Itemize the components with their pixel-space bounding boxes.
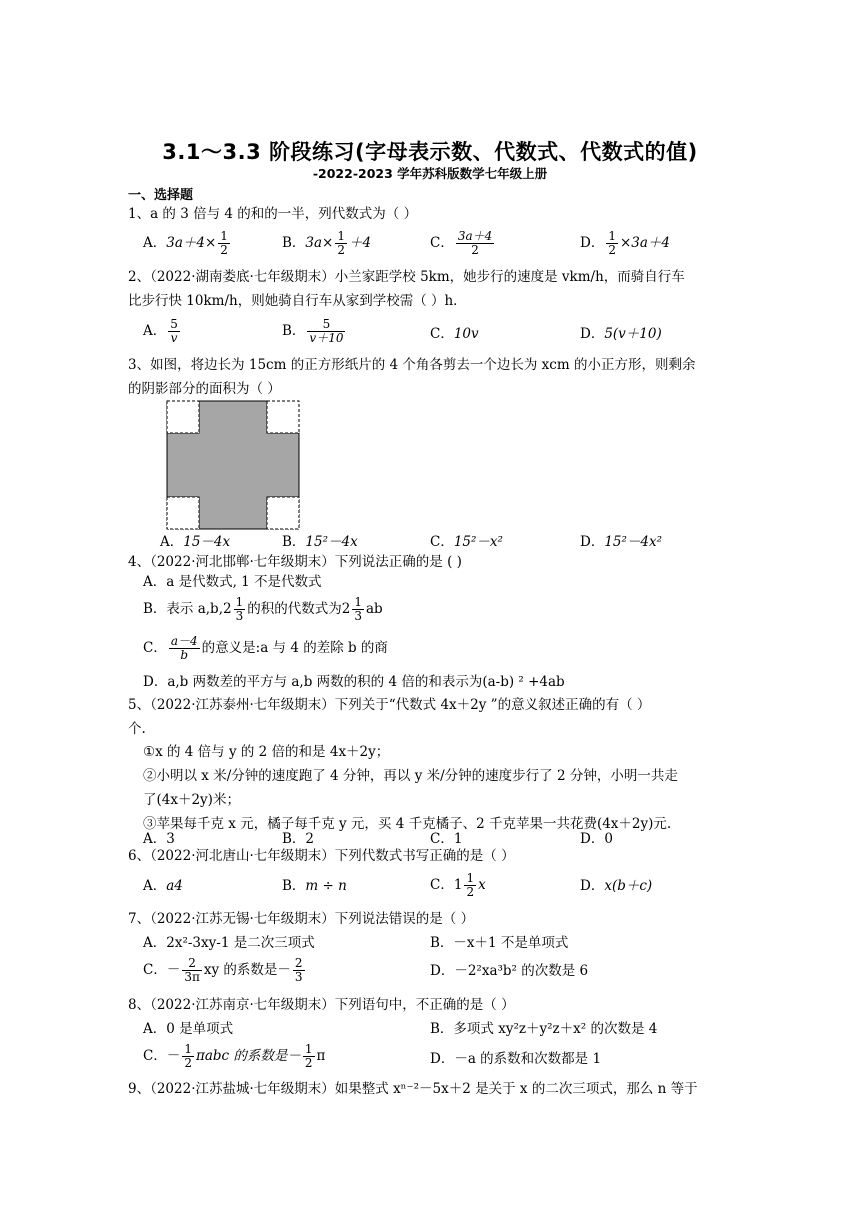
q3-stem-line2: 的阴影部分的面积为（ ） [128,381,281,397]
q8-option-b: B．多项式 xy²z＋y²z＋x² 的次数是 4 [430,1021,658,1037]
q5-stem-line2: 个. [128,721,146,737]
q7-option-b: B．－x＋1 不是单项式 [430,935,569,951]
fraction: $\frac{2}{3}$ [294,956,303,984]
q7-option-d: D．－2²xa³b² 的次数是 6 [430,963,589,979]
q1-option-b: B．3a× $\frac{1}{2}$ ＋4 [282,229,372,257]
q2-stem-line2: 比步行快 10km/h，则她骑自行车从家到学校需（ ）h． [128,293,467,309]
q5-statement-2a: ②小明以 x 米/分钟的速度跑了 4 分钟，再以 y 米/分钟的速度步行了 2 分钟，小明一共走 [143,768,678,784]
q3-option-b: B．15²－4x [282,534,358,550]
q6-option-c: C．1 $\frac{1}{2}$ x [430,871,486,899]
q9-stem: 9、（2022·江苏盐城·七年级期末）如果整式 xⁿ⁻²－5x＋2 是关于 x 的二次三项式，那么 n 等于 [128,1081,698,1097]
q4-stem: 4、（2022·河北邯郸·七年级期末）下列说法正确的是 ( ) [128,554,462,570]
fraction: $\frac{a-4}{b}$ [170,634,198,662]
fraction: $\frac{1}{2}$ [337,229,346,257]
cut-corner-square [267,497,299,529]
q5-option-c: C．1 [430,831,463,847]
q8-option-c: C．－ $\frac{1}{2}$ πabc 的系数是－ $\frac{1}{2}$ π [143,1042,326,1070]
q2-option-b: B． $\frac{5}{v+10}$ [282,317,344,345]
q5-option-a: A．3 [143,831,175,847]
fraction: $\frac{5}{v}$ [170,317,178,345]
q2-option-c: C．10v [430,326,479,342]
fraction: $\frac{1}{3}$ [354,595,362,623]
q1-option-c: C． $\frac{3a+4}{2}$ [430,229,493,257]
q7-stem: 7、（2022·江苏无锡·七年级期末）下列说法错误的是（ ） [128,911,475,927]
q4-option-b: B．表示 a,b,2 $\frac{1}{3}$ 的积的代数式为2 $\frac{1}{3}$ ab [143,595,383,623]
fraction: $\frac{3a+4}{2}$ [457,229,493,257]
cut-corner-square [267,401,299,433]
q2-option-d: D．5(v＋10) [580,326,662,342]
q4-option-d: D．a,b 两数差的平方与 a,b 两数的积的 4 倍的和表示为(a-b) ² +4ab [143,674,565,690]
q5-statement-3: ③苹果每千克 x 元，橘子每千克 y 元，买 4 千克橘子、2 千克苹果一共花费(4x＋2y)元. [143,816,672,832]
q8-stem: 8、（2022·江苏南京·七年级期末）下列语句中，不正确的是（ ） [128,997,515,1013]
cut-corner-square [167,497,199,529]
q5-statement-1: ①x 的 4 倍与 y 的 2 倍的和是 4x＋2y； [143,744,390,760]
q6-option-a: A．a4 [143,878,183,894]
q6-option-d: D．x(b＋c) [580,878,653,894]
q4-option-a: A．a 是代数式, 1 不是代数式 [143,574,322,590]
fraction: $\frac{1}{2}$ [608,229,616,257]
fraction: $\frac{1}{2}$ [466,871,475,899]
fraction: $\frac{2}{3\pi}$ [184,956,200,984]
q3-option-c: C．15²－x² [430,534,503,550]
q2-stem-line1: 2、（2022·湖南娄底·七年级期末）小兰家距学校 5km，她步行的速度是 vkm/h，而骑自行车 [128,269,685,285]
q8-option-d: D．－a 的系数和次数都是 1 [430,1051,602,1067]
q5-option-b: B．2 [282,831,315,847]
q2-option-a: A． $\frac{5}{v}$ [143,317,178,345]
q7-option-c: C．－ $\frac{2}{3\pi}$ xy 的系数是－ $\frac{2}{3}$ [143,956,303,984]
q3-option-a: A．15－4x [160,534,231,550]
q1-stem: 1、a 的 3 倍与 4 的和的一半，列代数式为（ ） [128,206,418,222]
fraction: $\frac{1}{2}$ [184,1042,192,1070]
fraction: $\frac{1}{3}$ [235,595,244,623]
page-subtitle: -2022-2023 学年苏科版数学七年级上册 [312,166,548,181]
q1-option-a: A．3a＋4× $\frac{1}{2}$ [143,229,228,257]
q7-option-a: A．2x²-3xy-1 是二次三项式 [143,935,315,951]
fraction: $\frac{5}{v+10}$ [309,317,344,345]
q4-option-c: C． $\frac{a-4}{b}$ 的意义是:a 与 4 的差除 b 的商 [143,634,388,662]
q6-stem: 6、（2022·河北唐山·七年级期末）下列代数式书写正确的是（ ） [128,848,515,864]
cross-shaped-figure [166,400,300,530]
q5-stem-line1: 5、（2022·江苏泰州·七年级期末）下列关于“代数式 4x＋2y ”的意义叙述正确的有（ ） [128,697,651,713]
fraction: $\frac{1}{2}$ [220,229,228,257]
fraction: $\frac{1}{2}$ [304,1042,313,1070]
q3-stem-line1: 3、如图，将边长为 15cm 的正方形纸片的 4 个角各剪去一个边长为 xcm 的小正方形，则剩余 [128,357,696,373]
section-heading: 一、选择题 [128,188,194,203]
q1-option-d: D． $\frac{1}{2}$ ×3a＋4 [580,229,671,257]
q8-option-a: A．0 是单项式 [143,1021,234,1037]
q5-statement-2b: 了(4x＋2y)米； [143,792,240,808]
cut-corner-square [167,401,199,433]
q5-option-d: D．0 [580,831,613,847]
page-title: 3.1～3.3 阶段练习(字母表示数、代数式、代数式的值) [162,140,698,164]
q3-option-d: D．15²－4x² [580,534,663,550]
q6-option-b: B．m ÷ n [282,878,347,894]
